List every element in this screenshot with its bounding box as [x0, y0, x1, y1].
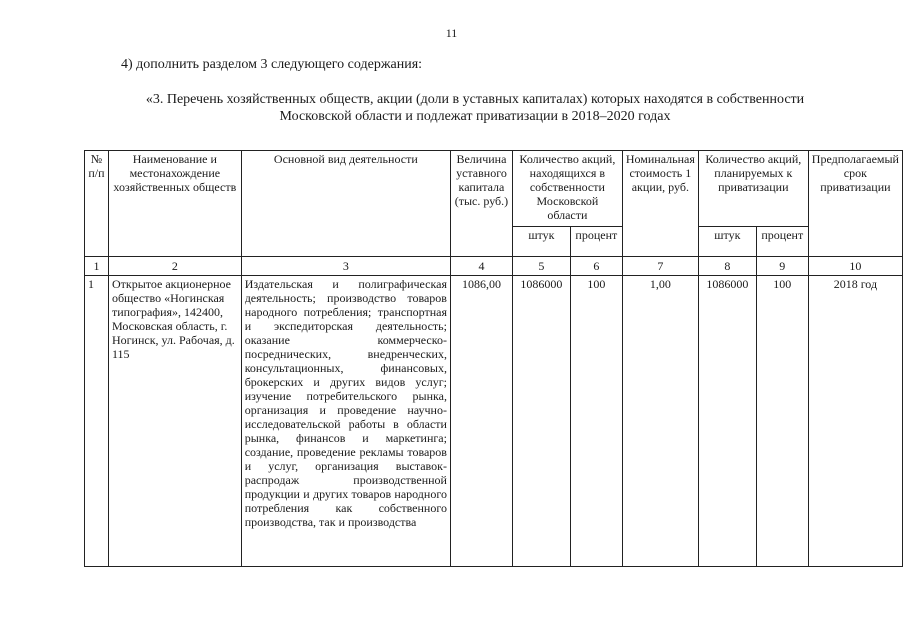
header-owned-pct: процент — [570, 227, 622, 257]
privatization-table — [84, 150, 903, 567]
row-num: 1 — [85, 276, 109, 567]
header-owned-pcs: штук — [512, 227, 570, 257]
header-planned-pct: процент — [756, 227, 808, 257]
amendment-intro: 4) дополнить разделом 3 следующего содержания: — [121, 57, 423, 72]
privatization-term: 2018 год — [808, 276, 902, 567]
company-name-address: Открытое акционерное общество «Ногинская типография», 142400, Московская область, г. Ногинск, ул. Рабочая, д. 115 — [108, 276, 241, 567]
header-activity: Основной вид деятельности — [241, 151, 450, 257]
header-num: № п/п — [85, 151, 109, 257]
column-number: 4 — [450, 257, 512, 276]
column-number: 7 — [622, 257, 698, 276]
owned-shares-count: 1086000 — [512, 276, 570, 567]
main-activity-text: Издательская и полиграфическая деятельность; производство товаров народного потребления; транспортная и экспедиторская деятельность; оказание коммерческо-посреднических, внедренческих, консультационных, финансовых, брокерских и других видов услуг; изучение потребительского рынка, организация и проведение научно-исследовательской работы в области рынка, финансов и маркетинга; создание, проведение рекламы товаров и услуг, организация выставок-распродаж производственной продукции и других товаров народного потребления как собственного производства, так и производства — [244, 277, 447, 529]
header-term: Предполагаемый срок приватизации — [808, 151, 902, 257]
column-number: 9 — [756, 257, 808, 276]
section-heading-line-1: «3. Перечень хозяйственных обществ, акции (доли в уставных капиталах) которых находятся в собственности — [145, 92, 805, 107]
header-name: Наименование и местонахождение хозяйственных обществ — [108, 151, 241, 257]
owned-shares-percent: 100 — [570, 276, 622, 567]
column-number: 1 — [85, 257, 109, 276]
column-number: 5 — [512, 257, 570, 276]
authorized-capital: 1086,00 — [450, 276, 512, 567]
section-heading — [60, 91, 890, 125]
planned-shares-count: 1086000 — [698, 276, 756, 567]
planned-shares-percent: 100 — [756, 276, 808, 567]
column-number: 8 — [698, 257, 756, 276]
header-planned-group: Количество акций, планируемых к приватизации — [698, 151, 808, 227]
header-capital: Величина уставного капитала (тыс. руб.) — [450, 151, 512, 257]
column-number: 3 — [241, 257, 450, 276]
header-planned-pcs: штук — [698, 227, 756, 257]
page-number: 11 — [445, 26, 458, 40]
table-row — [85, 276, 903, 567]
column-number: 6 — [570, 257, 622, 276]
main-activity — [241, 276, 450, 567]
column-number: 2 — [108, 257, 241, 276]
nominal-value: 1,00 — [622, 276, 698, 567]
column-number: 10 — [808, 257, 902, 276]
header-owned-group: Количество акций, находящихся в собственности Московской области — [512, 151, 622, 227]
section-heading-line-2: Московской области и подлежат приватизации в 2018–2020 годах — [279, 109, 671, 124]
header-nominal: Номинальная стоимость 1 акции, руб. — [622, 151, 698, 257]
